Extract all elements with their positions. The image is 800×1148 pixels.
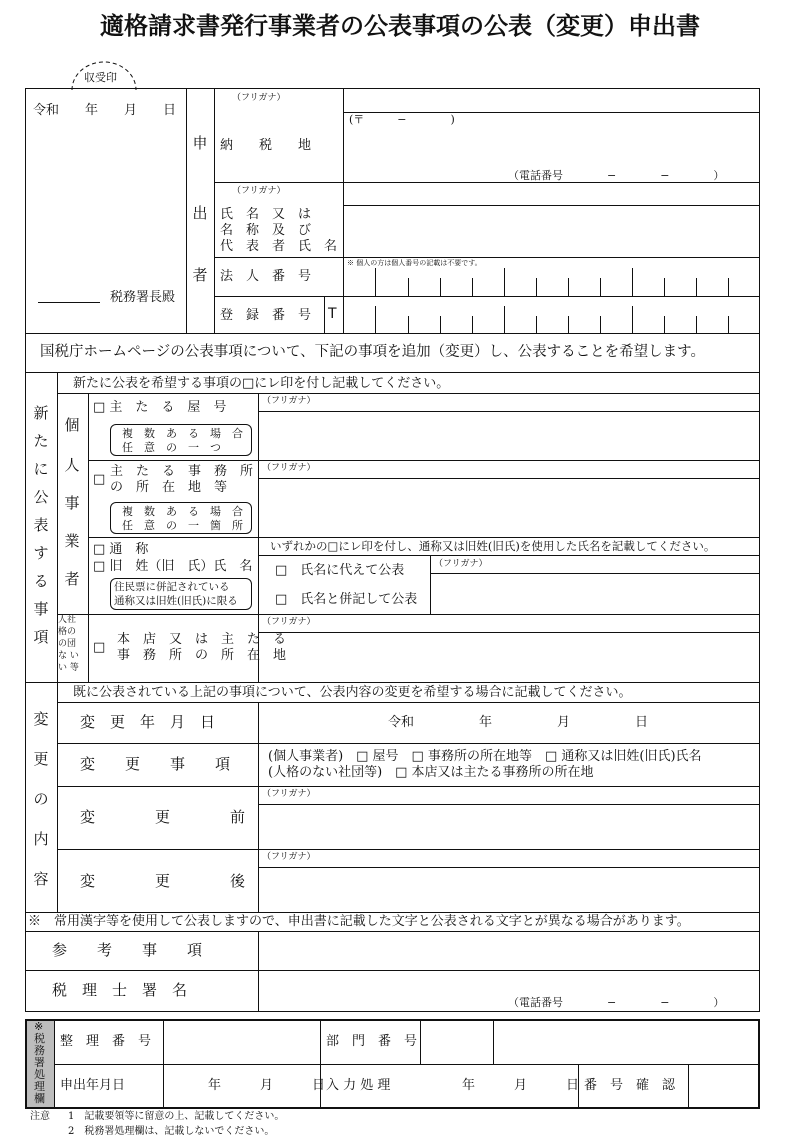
change-item-options-2[interactable]: (人格のない社団等) □ 本店又は主たる事務所の所在地 xyxy=(268,765,594,780)
office-label-1: 主 た る 事 務 所 xyxy=(110,464,254,479)
new-vertical-9: 項 xyxy=(33,628,49,646)
change-vertical-1: 変 xyxy=(33,710,49,728)
applicant-vertical-3: 者 xyxy=(192,266,208,284)
notes-label: 注意 xyxy=(30,1111,50,1122)
change-date-label: 変 更 年 月 日 xyxy=(80,713,216,731)
old-name-checkbox[interactable]: □ 旧 姓（旧 氏）氏 名 xyxy=(93,559,253,574)
change-vertical-3: の xyxy=(33,790,49,808)
input-label: 入 力 処 理 xyxy=(326,1078,391,1093)
reference-label: 参 考 事 項 xyxy=(52,941,203,959)
phone-field[interactable]: （電話番号 − − ） xyxy=(508,169,725,182)
head-office-label-1: 本 店 又 は 主 た る xyxy=(117,632,287,647)
dept-number-label: 部 門 番 号 xyxy=(326,1034,418,1049)
address-label: 納 税 地 xyxy=(220,138,312,153)
change-item-options-1[interactable]: (個人事業者) □ 屋号 □ 事務所の所在地等 □ 通称又は旧姓(旧氏)氏名 xyxy=(268,749,702,764)
trade-name-note-1: 複 数 あ る 場 合 xyxy=(122,427,243,440)
head-office-checkbox[interactable]: □ xyxy=(93,640,106,655)
common-name-checkbox[interactable]: □ 通 称 xyxy=(93,542,149,557)
old-name-furigana: （フリガナ） xyxy=(434,559,488,569)
name-furigana-label: （フリガナ） xyxy=(232,186,286,196)
kanji-note: ※ 常用漢字等を使用して公表しますので、申出書に記載した文字と公表される文字とが異なる場合があります。 xyxy=(28,914,690,929)
individual-vertical-4: 業 xyxy=(64,532,80,550)
either-instruction: いずれかの□にレ印を付し、通称又は旧姓(旧氏)を使用した氏名を記載してください。 xyxy=(270,539,716,553)
date-field[interactable]: 令和 年 月 日 xyxy=(33,103,177,118)
change-before-furigana: （フリガナ） xyxy=(262,789,316,799)
form-title: 適格請求書発行事業者の公表事項の公表（変更）申出書 xyxy=(100,12,700,40)
ref-number-label: 整 理 番 号 xyxy=(60,1034,152,1049)
office-checkbox[interactable]: □ xyxy=(93,472,106,487)
change-item-label: 変 更 事 項 xyxy=(80,755,231,773)
change-instruction: 既に公表されている上記の事項について、公表内容の変更を希望する場合に記載してください。 xyxy=(73,685,632,700)
unincorporated-vertical-5: い 等 xyxy=(58,663,79,673)
note-2: 2 税務署処理欄は、記載しないでください。 xyxy=(68,1126,275,1137)
option-together-checkbox[interactable]: □ 氏名と併記して公表 xyxy=(275,592,418,607)
unincorporated-vertical-3: の団 xyxy=(58,639,77,649)
input-date-value: 年 月 日 xyxy=(462,1078,580,1093)
stamp-label: 収受印 xyxy=(84,71,117,84)
office-use-vertical-1: ※ xyxy=(34,1020,44,1033)
change-before-label: 変 更 前 xyxy=(80,808,246,826)
individual-vertical-2: 人 xyxy=(64,456,80,474)
office-note-1: 複 数 あ る 場 合 xyxy=(122,505,243,518)
change-date-field[interactable]: 令和 年 月 日 xyxy=(388,715,649,730)
new-vertical-5: 表 xyxy=(33,516,49,534)
individual-vertical-1: 個 xyxy=(64,416,80,434)
new-vertical-3: に xyxy=(33,460,49,478)
office-use-vertical-4: 署 xyxy=(34,1056,45,1069)
office-use-vertical-3: 務 xyxy=(34,1044,45,1057)
new-vertical-1: 新 xyxy=(33,404,49,422)
change-after-furigana: （フリガナ） xyxy=(262,852,316,862)
unincorporated-vertical-2: 格の xyxy=(58,627,77,637)
individual-vertical-5: 者 xyxy=(64,570,80,588)
filing-date-label: 申出年月日 xyxy=(60,1078,126,1093)
office-use-vertical-5: 処 xyxy=(34,1068,45,1081)
name-label-3: 代 表 者 氏 名 xyxy=(220,239,338,254)
office-use-vertical-2: 税 xyxy=(34,1032,45,1045)
corp-number-label: 法 人 番 号 xyxy=(220,269,312,284)
office-furigana: （フリガナ） xyxy=(262,463,316,473)
intro-text: 国税庁ホームページの公表事項について、下記の事項を追加（変更）し、公表することを希望します。 xyxy=(40,344,705,360)
note-1: 1 記載要領等に留意の上、記載してください。 xyxy=(68,1111,285,1122)
office-use-vertical-6: 理 xyxy=(34,1080,45,1093)
new-vertical-2: た xyxy=(33,432,49,450)
address-furigana-label: （フリガナ） xyxy=(232,93,286,103)
old-name-note-2: 通称又は旧姓(旧氏)に限る xyxy=(114,595,238,607)
individual-vertical-3: 事 xyxy=(64,494,80,512)
new-instruction: 新たに公表を希望する事項の□にレ印を付し記載してください。 xyxy=(73,376,450,391)
office-label-2: の 所 在 地 等 xyxy=(110,480,228,495)
applicant-vertical-2: 出 xyxy=(192,204,208,222)
head-office-furigana: （フリガナ） xyxy=(262,617,316,627)
old-name-note-1: 住民票に併記されている xyxy=(114,581,230,593)
office-use-vertical-7: 欄 xyxy=(34,1092,45,1105)
accountant-phone-field[interactable]: （電話番号 − − ） xyxy=(508,996,725,1009)
reg-number-label: 登 録 番 号 xyxy=(220,308,312,323)
filing-date-value: 年 月 日 xyxy=(208,1078,326,1093)
trade-name-furigana: （フリガナ） xyxy=(262,396,316,406)
name-label-2: 名 称 及 び xyxy=(220,223,312,238)
trade-name-note-2: 任 意 の 一 つ xyxy=(122,441,221,454)
name-label-1: 氏 名 又 は xyxy=(220,207,312,222)
new-vertical-4: 公 xyxy=(33,488,49,506)
change-vertical-2: 更 xyxy=(33,750,49,768)
trade-name-checkbox[interactable]: □ 主 た る 屋 号 xyxy=(93,400,227,415)
new-vertical-7: る xyxy=(33,572,49,590)
reg-number-prefix: T xyxy=(328,306,337,322)
corp-number-note: ※ 個人の方は個人番号の記載は不要です。 xyxy=(347,259,482,267)
tax-office-label: 税務署長殿 xyxy=(110,290,176,305)
applicant-vertical-1: 申 xyxy=(192,134,208,152)
accountant-label: 税 理 士 署 名 xyxy=(52,981,188,999)
change-after-label: 変 更 後 xyxy=(80,872,246,890)
new-vertical-8: 事 xyxy=(33,600,49,618)
number-check-label: 番 号 確 認 xyxy=(584,1078,676,1093)
unincorporated-vertical-1: 人社 xyxy=(58,615,77,625)
office-note-2: 任 意 の 一 箇 所 xyxy=(122,519,243,532)
postal-code-field[interactable]: (〒 − ) xyxy=(349,113,455,126)
unincorporated-vertical-4: な い xyxy=(58,651,79,661)
change-vertical-4: 内 xyxy=(33,830,49,848)
head-office-label-2: 事 務 所 の 所 在 地 xyxy=(117,648,287,663)
new-vertical-6: す xyxy=(33,544,49,562)
option-replace-checkbox[interactable]: □ 氏名に代えて公表 xyxy=(275,563,405,578)
change-vertical-5: 容 xyxy=(33,870,49,888)
